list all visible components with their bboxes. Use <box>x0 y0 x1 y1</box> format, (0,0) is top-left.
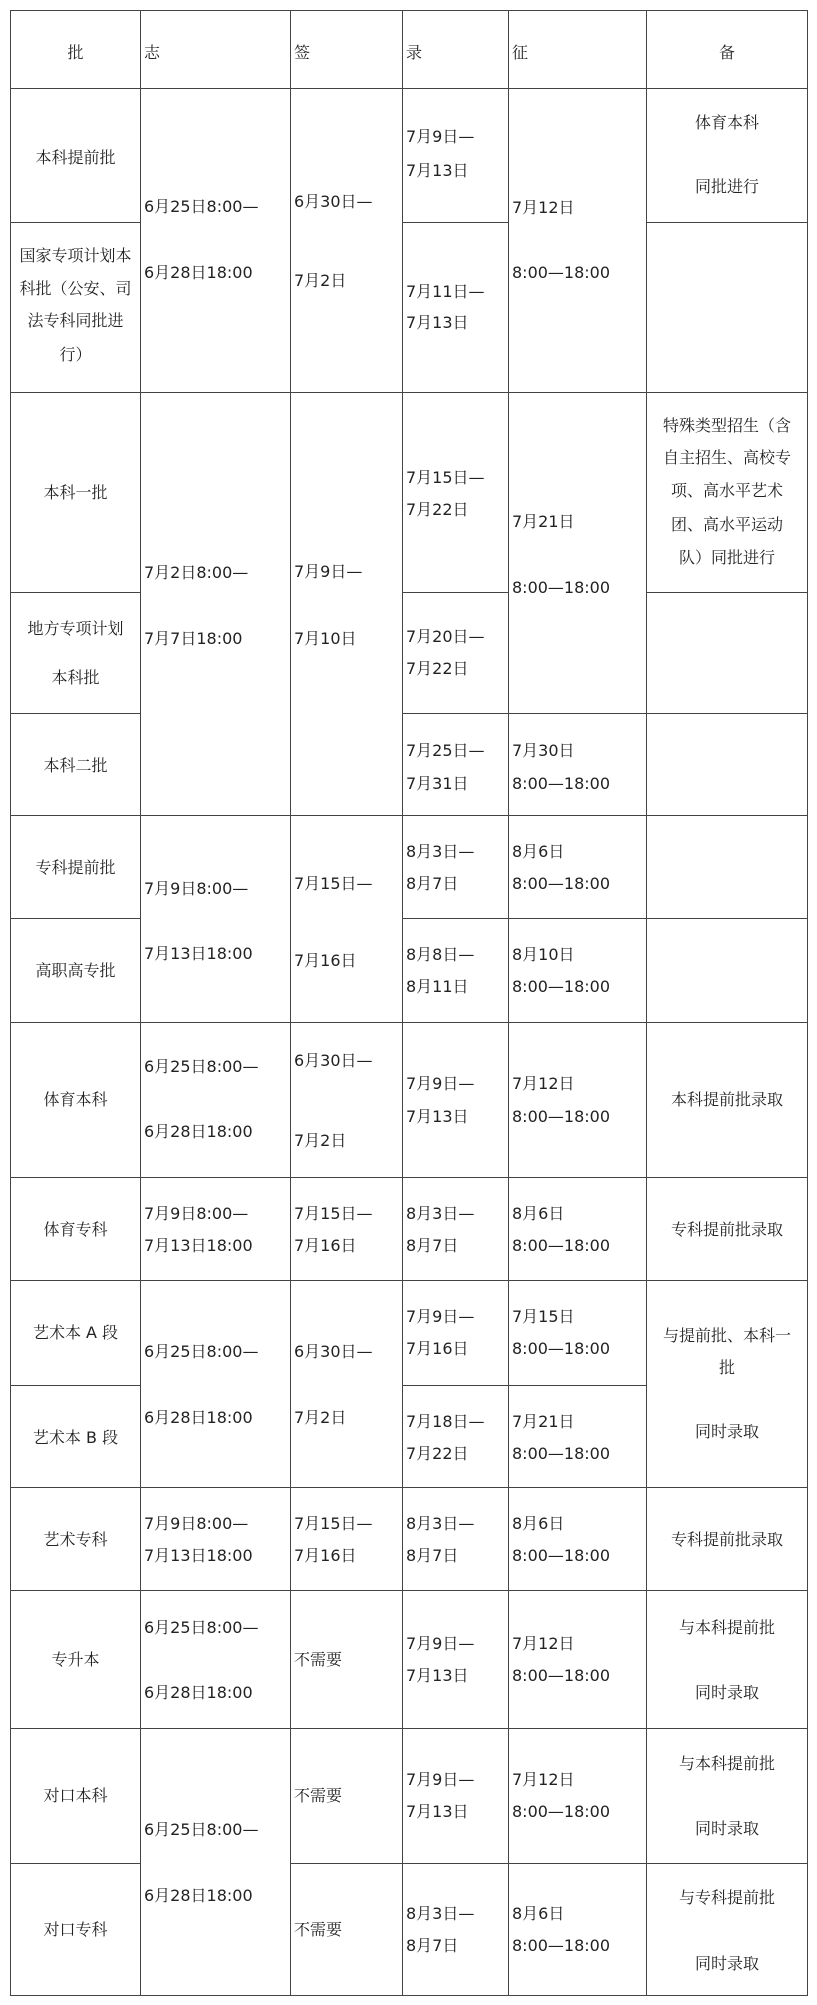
supp-cell <box>508 1728 647 1864</box>
note-cell <box>646 918 808 1023</box>
cell-line: 6月28日18:00 <box>144 1683 253 1702</box>
cell-line: 7月21日 <box>512 1412 575 1431</box>
supp-cell <box>508 1022 647 1178</box>
header-admission <box>402 10 509 89</box>
cell-line: 7月13日18:00 <box>144 944 253 963</box>
cell-line: 7月2日 <box>294 1408 347 1427</box>
admission-cell <box>402 1728 509 1864</box>
cell-line: 艺术本 B 段 <box>32 1428 119 1447</box>
cell-line: 8:00—18:00 <box>512 263 611 282</box>
cell-line: 8月3日— <box>406 842 475 861</box>
cell-line: 7月10日 <box>294 629 357 648</box>
fill-cell <box>140 815 291 1023</box>
cell-line: 本科提前批 <box>35 148 116 167</box>
cell-line: 8月3日— <box>406 1204 475 1223</box>
cell-line: 8月7日 <box>406 1936 459 1955</box>
cell-line: 志 <box>144 43 161 62</box>
note-cell <box>646 592 808 714</box>
cell-line: 8月7日 <box>406 874 459 893</box>
note-cell <box>646 1863 808 1996</box>
cell-line: 8:00—18:00 <box>512 874 611 893</box>
cell-line: 同批进行 <box>694 177 759 196</box>
batch-cell <box>10 1728 141 1864</box>
cell-line: 7月12日 <box>512 198 575 217</box>
cell-line: 不需要 <box>294 1786 343 1805</box>
cell-line: 6月25日8:00— <box>144 1820 259 1839</box>
cell-line: 7月16日 <box>294 1546 357 1565</box>
header-note <box>646 10 808 89</box>
cell-line: 7月13日18:00 <box>144 1546 253 1565</box>
cell-line: 对口专科 <box>43 1920 108 1939</box>
cell-line: 对口本科 <box>43 1786 108 1805</box>
cell-line: 7月13日 <box>406 161 469 180</box>
fill-cell <box>140 392 291 816</box>
cell-line: 艺术专科 <box>43 1530 108 1549</box>
cell-line: 8月7日 <box>406 1236 459 1255</box>
cell-line: 体育专科 <box>43 1220 108 1239</box>
sign-cell <box>290 392 403 816</box>
cell-line: 签 <box>294 43 311 62</box>
header-fill <box>140 10 291 89</box>
admission-cell <box>402 88 509 223</box>
supp-cell <box>508 1280 647 1386</box>
fill-cell <box>140 1728 291 1996</box>
cell-line: 科批（公安、司 <box>19 279 132 298</box>
cell-line: 7月9日— <box>406 1634 475 1653</box>
cell-line: 7月7日18:00 <box>144 629 243 648</box>
header-sign <box>290 10 403 89</box>
batch-cell <box>10 918 141 1023</box>
sign-cell <box>290 88 403 393</box>
cell-line: 7月16日 <box>294 951 357 970</box>
cell-line: 8月6日 <box>512 842 565 861</box>
fill-cell <box>140 1280 291 1488</box>
cell-line: 7月20日— <box>406 627 485 646</box>
note-cell <box>646 1728 808 1864</box>
cell-line: 自主招生、高校专 <box>662 448 791 467</box>
note-cell <box>646 1022 808 1178</box>
cell-line: 特殊类型招生（含 <box>662 416 791 435</box>
cell-line: 7月31日 <box>406 774 469 793</box>
cell-line: 8月10日 <box>512 945 575 964</box>
note-cell <box>646 1280 808 1488</box>
cell-line: 艺术本 A 段 <box>32 1323 119 1342</box>
note-cell <box>646 1487 808 1591</box>
cell-line: 专升本 <box>51 1650 100 1669</box>
sign-cell <box>290 1022 403 1178</box>
cell-line: 7月12日 <box>512 1770 575 1789</box>
cell-line: 8:00—18:00 <box>512 774 611 793</box>
cell-line: 同时录取 <box>694 1819 759 1838</box>
cell-line: 7月2日 <box>294 1131 347 1150</box>
cell-line: 8月11日 <box>406 977 469 996</box>
cell-line: 7月13日18:00 <box>144 1236 253 1255</box>
cell-line: 8:00—18:00 <box>512 1444 611 1463</box>
cell-line: 7月18日— <box>406 1412 485 1431</box>
admission-cell <box>402 392 509 593</box>
cell-line: 7月9日— <box>406 1074 475 1093</box>
admission-cell <box>402 1590 509 1729</box>
cell-line: 6月28日18:00 <box>144 1122 253 1141</box>
fill-cell <box>140 1590 291 1729</box>
cell-line: 与本科提前批 <box>678 1618 775 1637</box>
cell-line: 队）同批进行 <box>678 548 775 567</box>
cell-line: 同时录取 <box>694 1422 759 1441</box>
admission-cell <box>402 222 509 393</box>
cell-line: 专科提前批录取 <box>670 1530 783 1549</box>
sign-cell <box>290 815 403 1023</box>
batch-cell <box>10 1177 141 1281</box>
note-cell <box>646 392 808 593</box>
cell-line: 录 <box>406 43 423 62</box>
fill-cell <box>140 88 291 393</box>
cell-line: 8:00—18:00 <box>512 977 611 996</box>
cell-line: 7月9日— <box>294 562 363 581</box>
batch-cell <box>10 88 141 223</box>
cell-line: 同时录取 <box>694 1683 759 1702</box>
admission-cell <box>402 815 509 919</box>
cell-line: 8月6日 <box>512 1204 565 1223</box>
cell-line: 7月9日8:00— <box>144 879 249 898</box>
batch-cell <box>10 392 141 593</box>
cell-line: 7月12日 <box>512 1634 575 1653</box>
cell-line: 7月9日8:00— <box>144 1514 249 1533</box>
sign-cell <box>290 1177 403 1281</box>
cell-line: 与专科提前批 <box>678 1888 775 1907</box>
cell-line: 不需要 <box>294 1650 343 1669</box>
cell-line: 本科提前批录取 <box>670 1090 783 1109</box>
cell-line: 8月8日— <box>406 945 475 964</box>
cell-line: 7月2日 <box>294 271 347 290</box>
cell-line: 6月25日8:00— <box>144 1057 259 1076</box>
batch-cell <box>10 222 141 393</box>
cell-line: 法专科同批进 <box>27 311 124 330</box>
supp-cell <box>508 1177 647 1281</box>
batch-cell <box>10 1022 141 1178</box>
admission-cell <box>402 1177 509 1281</box>
cell-line: 7月22日 <box>406 1444 469 1463</box>
supp-cell <box>508 392 647 714</box>
cell-line: 6月25日8:00— <box>144 197 259 216</box>
batch-cell <box>10 1863 141 1996</box>
cell-line: 备 <box>718 43 735 62</box>
supp-cell <box>508 1487 647 1591</box>
cell-line: 批 <box>67 43 84 62</box>
cell-line: 7月11日— <box>406 282 485 301</box>
cell-line: 行） <box>59 345 92 364</box>
note-cell <box>646 222 808 393</box>
admission-cell <box>402 713 509 816</box>
cell-line: 6月25日8:00— <box>144 1618 259 1637</box>
cell-line: 8:00—18:00 <box>512 1546 611 1565</box>
note-cell <box>646 1590 808 1729</box>
cell-line: 7月16日 <box>294 1236 357 1255</box>
cell-line: 8:00—18:00 <box>512 1936 611 1955</box>
cell-line: 6月28日18:00 <box>144 1408 253 1427</box>
sign-cell <box>290 1863 403 1996</box>
cell-line: 7月30日 <box>512 741 575 760</box>
cell-line: 8:00—18:00 <box>512 578 611 597</box>
cell-line: 与本科提前批 <box>678 1754 775 1773</box>
admission-cell <box>402 918 509 1023</box>
cell-line: 7月13日 <box>406 313 469 332</box>
supp-cell <box>508 88 647 393</box>
cell-line: 7月25日— <box>406 741 485 760</box>
cell-line: 高职高专批 <box>35 961 116 980</box>
cell-line: 7月13日 <box>406 1666 469 1685</box>
cell-line: 7月16日 <box>406 1339 469 1358</box>
sign-cell <box>290 1280 403 1488</box>
batch-cell <box>10 815 141 919</box>
admission-cell <box>402 1280 509 1386</box>
cell-line: 6月28日18:00 <box>144 1886 253 1905</box>
cell-line: 国家专项计划本 <box>19 246 132 265</box>
cell-line: 本科二批 <box>43 756 108 775</box>
supp-cell <box>508 815 647 919</box>
cell-line: 8:00—18:00 <box>512 1666 611 1685</box>
cell-line: 不需要 <box>294 1920 343 1939</box>
note-cell <box>646 713 808 816</box>
cell-line: 7月21日 <box>512 512 575 531</box>
cell-line: 6月28日18:00 <box>144 263 253 282</box>
cell-line: 7月15日— <box>294 874 373 893</box>
cell-line: 8:00—18:00 <box>512 1339 611 1358</box>
cell-line: 8月3日— <box>406 1514 475 1533</box>
cell-line: 体育本科 <box>694 113 759 132</box>
cell-line: 本科批 <box>51 668 100 687</box>
cell-line: 7月22日 <box>406 500 469 519</box>
cell-line: 7月2日8:00— <box>144 563 249 582</box>
cell-line: 8:00—18:00 <box>512 1236 611 1255</box>
cell-line: 7月9日8:00— <box>144 1204 249 1223</box>
fill-cell <box>140 1022 291 1178</box>
cell-line: 7月15日— <box>294 1514 373 1533</box>
cell-line: 与提前批、本科一 <box>662 1326 791 1345</box>
cell-line: 7月13日 <box>406 1802 469 1821</box>
batch-cell <box>10 1487 141 1591</box>
cell-line: 项、高水平艺术 <box>670 481 783 500</box>
cell-line: 本科一批 <box>43 483 108 502</box>
fill-cell <box>140 1487 291 1591</box>
cell-line: 专科提前批录取 <box>670 1220 783 1239</box>
cell-line: 7月9日— <box>406 1307 475 1326</box>
cell-line: 8:00—18:00 <box>512 1107 611 1126</box>
cell-line: 7月13日 <box>406 1107 469 1126</box>
admission-cell <box>402 1385 509 1488</box>
supp-cell <box>508 1863 647 1996</box>
cell-line: 8:00—18:00 <box>512 1802 611 1821</box>
batch-cell <box>10 1590 141 1729</box>
admission-cell <box>402 592 509 714</box>
cell-line: 同时录取 <box>694 1954 759 1973</box>
cell-line: 7月22日 <box>406 659 469 678</box>
cell-line: 批 <box>718 1358 735 1377</box>
cell-line: 7月15日 <box>512 1307 575 1326</box>
cell-line: 征 <box>512 43 529 62</box>
cell-line: 8月3日— <box>406 1904 475 1923</box>
cell-line: 7月9日— <box>406 1770 475 1789</box>
header-batch <box>10 10 141 89</box>
supp-cell <box>508 1590 647 1729</box>
cell-line: 7月9日— <box>406 127 475 146</box>
admission-cell <box>402 1487 509 1591</box>
supp-cell <box>508 1385 647 1488</box>
sign-cell <box>290 1487 403 1591</box>
cell-line: 8月6日 <box>512 1514 565 1533</box>
note-cell <box>646 1177 808 1281</box>
fill-cell <box>140 1177 291 1281</box>
supp-cell <box>508 918 647 1023</box>
cell-line: 7月15日— <box>406 468 485 487</box>
cell-line: 6月30日— <box>294 1342 373 1361</box>
admission-cell <box>402 1863 509 1996</box>
header-supp <box>508 10 647 89</box>
cell-line: 6月30日— <box>294 1051 373 1070</box>
cell-line: 6月25日8:00— <box>144 1342 259 1361</box>
sign-cell <box>290 1728 403 1864</box>
note-cell <box>646 88 808 223</box>
cell-line: 体育本科 <box>43 1090 108 1109</box>
supp-cell <box>508 713 647 816</box>
batch-cell <box>10 592 141 714</box>
cell-line: 8月6日 <box>512 1904 565 1923</box>
cell-line: 7月15日— <box>294 1204 373 1223</box>
note-cell <box>646 815 808 919</box>
cell-line: 团、高水平运动 <box>670 515 783 534</box>
batch-cell <box>10 713 141 816</box>
cell-line: 8月7日 <box>406 1546 459 1565</box>
sign-cell <box>290 1590 403 1729</box>
cell-line: 地方专项计划 <box>27 619 124 638</box>
cell-line: 7月12日 <box>512 1074 575 1093</box>
batch-cell <box>10 1385 141 1488</box>
cell-line: 专科提前批 <box>35 858 116 877</box>
cell-line: 6月30日— <box>294 192 373 211</box>
batch-cell <box>10 1280 141 1386</box>
admission-cell <box>402 1022 509 1178</box>
